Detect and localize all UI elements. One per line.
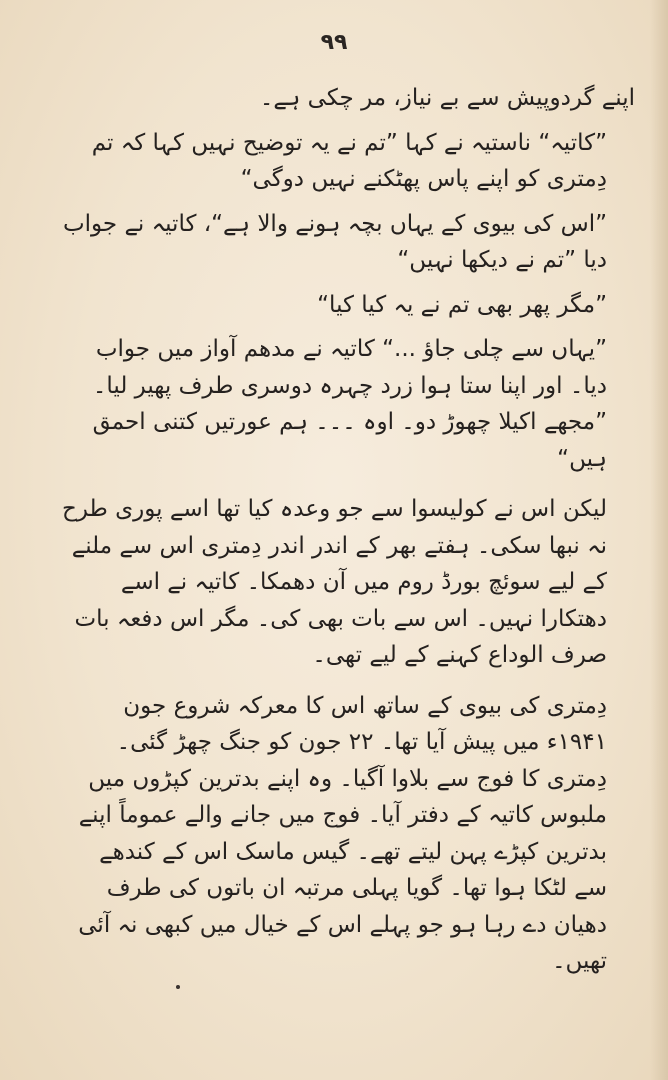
paragraph-7: دِمتری کی بیوی کے ساتھ اس کا معرکہ شروع جون ۱۹۴۱ء میں پیش آیا تھا۔ ۲۲ جون کو جنگ چھڑ گئی۔ دِمتری کا فوج سے بلاوا آگیا۔ وہ اپنے بدترین کپڑوں میں ملبوس کاتیہ کے دفتر آیا۔ فوج میں جانے والے عموماً اپنے بدترین کپڑے پہن لیتے تھے۔ گیس ماسک اس کے کندھے سے لٹکا ہوا تھا۔ گویا پہلی مرتبہ ان باتوں کی طرف دھیان دے رہا ہو جو پہلے اس کے خیال میں کبھی نہ آئی تھیں۔ (78, 692, 607, 974)
body-text (60, 80, 635, 988)
paragraph-6: لیکن اس نے کولیسوا سے جو وعدہ کیا تھا اسے پوری طرح نہ نبھا سکی۔ ہفتے بھر کے اندر اندر دِمتری اس سے ملنے کے لیے سوئچ بورڈ روم میں آن دھمکا۔ کاتیہ نے اسے دھتکارا نہیں۔ اس سے بات بھی کی۔ مگر اس دفعہ بات صرف الوداع کہنے کے لیے تھی۔ (61, 496, 607, 668)
paragraph-4: ”مگر پھر بھی تم نے یہ کیا کیا“ (317, 291, 607, 318)
page-edge-shadow (650, 0, 668, 1080)
page-number: ۹۹ (320, 30, 348, 55)
ink-speck (176, 985, 180, 989)
paragraph-1: اپنے گردوپیش سے بے نیاز، مر چکی ہے۔ (259, 85, 635, 111)
paragraph-3: ”اس کی بیوی کے یہاں بچہ ہونے والا ہے“، کاتیہ نے جواب دیا ”تم نے دیکھا نہیں“ (62, 210, 607, 273)
paragraph-5: ”یہاں سے چلی جاؤ ...“ کاتیہ نے مدھم آواز میں جواب دیا۔ اور اپنا ستا ہوا زرد چہرہ دوسری طرف پھیر لیا۔ ”مجھے اکیلا چھوڑ دو۔ اوہ ۔۔۔ ہم عورتیں کتنی احمق ہیں“ (92, 336, 607, 472)
paragraph-2: ”کاتیہ“ ناستیہ نے کہا ”تم نے یہ توضیح نہیں کہا کہ تم دِمتری کو اپنے پاس پھٹکنے نہیں دوگی“ (91, 129, 607, 192)
